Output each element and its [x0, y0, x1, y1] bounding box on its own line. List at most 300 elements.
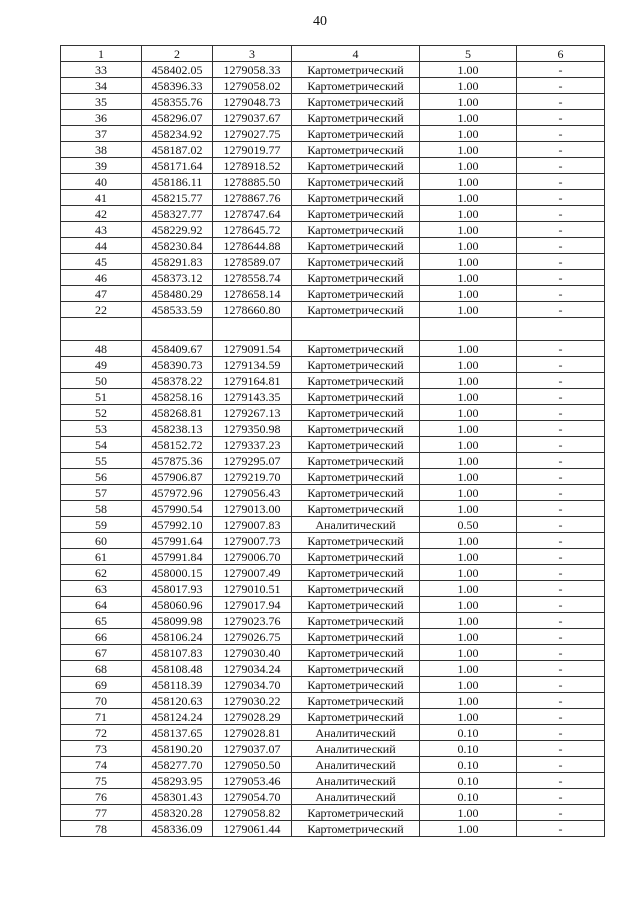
- y-coordinate-cell: 1278589.07: [213, 254, 292, 270]
- point-number-cell: 69: [61, 677, 142, 693]
- method-cell: Картометрический: [292, 469, 420, 485]
- method-cell: Картометрический: [292, 389, 420, 405]
- note-cell: -: [517, 453, 605, 469]
- accuracy-cell: 1.00: [420, 645, 517, 661]
- accuracy-cell: 1.00: [420, 613, 517, 629]
- table-row: [61, 789, 605, 805]
- x-coordinate-cell: 458000.15: [142, 565, 213, 581]
- column-header-6: 6: [517, 46, 605, 62]
- method-cell: Картометрический: [292, 286, 420, 302]
- point-number-cell: 78: [61, 821, 142, 837]
- y-coordinate-cell: 1279007.73: [213, 533, 292, 549]
- method-cell: Аналитический: [292, 773, 420, 789]
- table-row: [61, 190, 605, 206]
- x-coordinate-cell: 458277.70: [142, 757, 213, 773]
- point-number-cell: 55: [61, 453, 142, 469]
- point-number-cell: 56: [61, 469, 142, 485]
- method-cell: Картометрический: [292, 357, 420, 373]
- note-cell: -: [517, 789, 605, 805]
- method-cell: Картометрический: [292, 110, 420, 126]
- method-cell: Картометрический: [292, 533, 420, 549]
- x-coordinate-cell: 458118.39: [142, 677, 213, 693]
- accuracy-cell: 0.50: [420, 517, 517, 533]
- note-cell: -: [517, 302, 605, 318]
- table-row: [61, 517, 605, 533]
- column-header-4: 4: [292, 46, 420, 62]
- accuracy-cell: 1.00: [420, 302, 517, 318]
- y-coordinate-cell: 1279007.49: [213, 565, 292, 581]
- method-cell: Картометрический: [292, 613, 420, 629]
- point-number-cell: 37: [61, 126, 142, 142]
- table-body-group-2: [61, 341, 605, 837]
- method-cell: Картометрический: [292, 805, 420, 821]
- table-row: [61, 286, 605, 302]
- method-cell: Картометрический: [292, 190, 420, 206]
- accuracy-cell: 1.00: [420, 254, 517, 270]
- accuracy-cell: 1.00: [420, 270, 517, 286]
- accuracy-cell: 1.00: [420, 206, 517, 222]
- y-coordinate-cell: 1279058.82: [213, 805, 292, 821]
- accuracy-cell: 1.00: [420, 405, 517, 421]
- y-coordinate-cell: 1279061.44: [213, 821, 292, 837]
- point-number-cell: 44: [61, 238, 142, 254]
- accuracy-cell: 1.00: [420, 389, 517, 405]
- note-cell: -: [517, 110, 605, 126]
- point-number-cell: 40: [61, 174, 142, 190]
- table-row: [61, 421, 605, 437]
- method-cell: Картометрический: [292, 485, 420, 501]
- note-cell: -: [517, 597, 605, 613]
- table-row: [61, 453, 605, 469]
- table-row: [61, 158, 605, 174]
- note-cell: -: [517, 757, 605, 773]
- point-number-cell: 70: [61, 693, 142, 709]
- table-row: [61, 110, 605, 126]
- table-row: [61, 741, 605, 757]
- point-number-cell: 35: [61, 94, 142, 110]
- accuracy-cell: 1.00: [420, 373, 517, 389]
- method-cell: Картометрический: [292, 453, 420, 469]
- table-header-row: [61, 46, 605, 62]
- y-coordinate-cell: 1279010.51: [213, 581, 292, 597]
- point-number-cell: 51: [61, 389, 142, 405]
- note-cell: -: [517, 62, 605, 78]
- x-coordinate-cell: 458120.63: [142, 693, 213, 709]
- x-coordinate-cell: 458301.43: [142, 789, 213, 805]
- method-cell: Аналитический: [292, 757, 420, 773]
- note-cell: -: [517, 254, 605, 270]
- point-number-cell: 62: [61, 565, 142, 581]
- page-number: 40: [313, 14, 327, 29]
- accuracy-cell: 0.10: [420, 773, 517, 789]
- method-cell: Картометрический: [292, 222, 420, 238]
- accuracy-cell: 1.00: [420, 565, 517, 581]
- note-cell: -: [517, 533, 605, 549]
- x-coordinate-cell: 458268.81: [142, 405, 213, 421]
- coordinates-table-container: [60, 45, 605, 837]
- method-cell: Картометрический: [292, 677, 420, 693]
- table-row: [61, 373, 605, 389]
- table-row: [61, 565, 605, 581]
- x-coordinate-cell: 458137.65: [142, 725, 213, 741]
- point-number-cell: 66: [61, 629, 142, 645]
- method-cell: Картометрический: [292, 94, 420, 110]
- method-cell: Картометрический: [292, 254, 420, 270]
- y-coordinate-cell: 1279267.13: [213, 405, 292, 421]
- note-cell: -: [517, 437, 605, 453]
- y-coordinate-cell: 1278867.76: [213, 190, 292, 206]
- point-number-cell: 41: [61, 190, 142, 206]
- point-number-cell: 34: [61, 78, 142, 94]
- note-cell: -: [517, 821, 605, 837]
- accuracy-cell: 1.00: [420, 341, 517, 357]
- note-cell: -: [517, 661, 605, 677]
- table-body-group-1: [61, 62, 605, 318]
- method-cell: Картометрический: [292, 126, 420, 142]
- accuracy-cell: 0.10: [420, 741, 517, 757]
- blank-cell: [142, 318, 213, 341]
- note-cell: -: [517, 565, 605, 581]
- note-cell: -: [517, 158, 605, 174]
- accuracy-cell: 1.00: [420, 805, 517, 821]
- x-coordinate-cell: 458327.77: [142, 206, 213, 222]
- table-row: [61, 126, 605, 142]
- y-coordinate-cell: 1278658.14: [213, 286, 292, 302]
- note-cell: -: [517, 174, 605, 190]
- y-coordinate-cell: 1279034.24: [213, 661, 292, 677]
- x-coordinate-cell: 458171.64: [142, 158, 213, 174]
- point-number-cell: 54: [61, 437, 142, 453]
- x-coordinate-cell: 458107.83: [142, 645, 213, 661]
- y-coordinate-cell: 1278885.50: [213, 174, 292, 190]
- method-cell: Картометрический: [292, 341, 420, 357]
- note-cell: -: [517, 725, 605, 741]
- accuracy-cell: 1.00: [420, 485, 517, 501]
- y-coordinate-cell: 1279007.83: [213, 517, 292, 533]
- method-cell: Картометрический: [292, 405, 420, 421]
- note-cell: -: [517, 741, 605, 757]
- blank-cell: [420, 318, 517, 341]
- table-row: [61, 270, 605, 286]
- x-coordinate-cell: 458402.05: [142, 62, 213, 78]
- point-number-cell: 77: [61, 805, 142, 821]
- table-row: [61, 501, 605, 517]
- method-cell: Картометрический: [292, 302, 420, 318]
- method-cell: Картометрический: [292, 206, 420, 222]
- point-number-cell: 52: [61, 405, 142, 421]
- accuracy-cell: 1.00: [420, 581, 517, 597]
- y-coordinate-cell: 1279028.81: [213, 725, 292, 741]
- x-coordinate-cell: 458373.12: [142, 270, 213, 286]
- point-number-cell: 73: [61, 741, 142, 757]
- y-coordinate-cell: 1279034.70: [213, 677, 292, 693]
- accuracy-cell: 1.00: [420, 501, 517, 517]
- accuracy-cell: 1.00: [420, 469, 517, 485]
- y-coordinate-cell: 1279019.77: [213, 142, 292, 158]
- method-cell: Картометрический: [292, 501, 420, 517]
- x-coordinate-cell: 458320.28: [142, 805, 213, 821]
- method-cell: Аналитический: [292, 725, 420, 741]
- point-number-cell: 74: [61, 757, 142, 773]
- note-cell: -: [517, 469, 605, 485]
- table-row: [61, 62, 605, 78]
- note-cell: -: [517, 94, 605, 110]
- blank-row: [61, 318, 605, 341]
- x-coordinate-cell: 458296.07: [142, 110, 213, 126]
- table-row: [61, 677, 605, 693]
- x-coordinate-cell: 457992.10: [142, 517, 213, 533]
- accuracy-cell: 1.00: [420, 190, 517, 206]
- note-cell: -: [517, 270, 605, 286]
- accuracy-cell: 1.00: [420, 629, 517, 645]
- method-cell: Картометрический: [292, 373, 420, 389]
- accuracy-cell: 0.10: [420, 757, 517, 773]
- y-coordinate-cell: 1279350.98: [213, 421, 292, 437]
- x-coordinate-cell: 458238.13: [142, 421, 213, 437]
- column-header-5: 5: [420, 46, 517, 62]
- x-coordinate-cell: 458291.83: [142, 254, 213, 270]
- table-row: [61, 645, 605, 661]
- note-cell: -: [517, 126, 605, 142]
- coordinates-table: [60, 45, 605, 837]
- table-row: [61, 302, 605, 318]
- note-cell: -: [517, 286, 605, 302]
- note-cell: -: [517, 222, 605, 238]
- note-cell: -: [517, 693, 605, 709]
- note-cell: -: [517, 341, 605, 357]
- note-cell: -: [517, 238, 605, 254]
- accuracy-cell: 1.00: [420, 126, 517, 142]
- column-header-2: 2: [142, 46, 213, 62]
- method-cell: Аналитический: [292, 741, 420, 757]
- x-coordinate-cell: 457991.84: [142, 549, 213, 565]
- x-coordinate-cell: 458060.96: [142, 597, 213, 613]
- y-coordinate-cell: 1278558.74: [213, 270, 292, 286]
- blank-cell: [517, 318, 605, 341]
- table-row: [61, 206, 605, 222]
- y-coordinate-cell: 1279027.75: [213, 126, 292, 142]
- point-number-cell: 60: [61, 533, 142, 549]
- accuracy-cell: 1.00: [420, 94, 517, 110]
- method-cell: Картометрический: [292, 821, 420, 837]
- x-coordinate-cell: 458234.92: [142, 126, 213, 142]
- point-number-cell: 65: [61, 613, 142, 629]
- table-row: [61, 709, 605, 725]
- x-coordinate-cell: 458355.76: [142, 94, 213, 110]
- table-row: [61, 613, 605, 629]
- point-number-cell: 58: [61, 501, 142, 517]
- accuracy-cell: 0.10: [420, 725, 517, 741]
- point-number-cell: 47: [61, 286, 142, 302]
- y-coordinate-cell: 1278918.52: [213, 158, 292, 174]
- x-coordinate-cell: 458190.20: [142, 741, 213, 757]
- y-coordinate-cell: 1278645.72: [213, 222, 292, 238]
- table-row: [61, 222, 605, 238]
- x-coordinate-cell: 458409.67: [142, 341, 213, 357]
- accuracy-cell: 1.00: [420, 110, 517, 126]
- table-row: [61, 94, 605, 110]
- y-coordinate-cell: 1279026.75: [213, 629, 292, 645]
- note-cell: -: [517, 485, 605, 501]
- point-number-cell: 22: [61, 302, 142, 318]
- table-row: [61, 389, 605, 405]
- x-coordinate-cell: 457990.54: [142, 501, 213, 517]
- accuracy-cell: 1.00: [420, 62, 517, 78]
- y-coordinate-cell: 1279164.81: [213, 373, 292, 389]
- blank-cell: [292, 318, 420, 341]
- method-cell: Картометрический: [292, 142, 420, 158]
- accuracy-cell: 1.00: [420, 437, 517, 453]
- table-row: [61, 725, 605, 741]
- method-cell: Картометрический: [292, 597, 420, 613]
- point-number-cell: 59: [61, 517, 142, 533]
- note-cell: -: [517, 629, 605, 645]
- y-coordinate-cell: 1279048.73: [213, 94, 292, 110]
- accuracy-cell: 1.00: [420, 421, 517, 437]
- note-cell: -: [517, 405, 605, 421]
- method-cell: Аналитический: [292, 789, 420, 805]
- point-number-cell: 75: [61, 773, 142, 789]
- method-cell: Картометрический: [292, 78, 420, 94]
- y-coordinate-cell: 1278747.64: [213, 206, 292, 222]
- table-row: [61, 485, 605, 501]
- y-coordinate-cell: 1279091.54: [213, 341, 292, 357]
- x-coordinate-cell: 458124.24: [142, 709, 213, 725]
- accuracy-cell: 1.00: [420, 533, 517, 549]
- point-number-cell: 36: [61, 110, 142, 126]
- method-cell: Картометрический: [292, 270, 420, 286]
- x-coordinate-cell: 458258.16: [142, 389, 213, 405]
- y-coordinate-cell: 1279058.02: [213, 78, 292, 94]
- note-cell: -: [517, 373, 605, 389]
- x-coordinate-cell: 458293.95: [142, 773, 213, 789]
- note-cell: -: [517, 190, 605, 206]
- point-number-cell: 68: [61, 661, 142, 677]
- table-row: [61, 437, 605, 453]
- accuracy-cell: 1.00: [420, 357, 517, 373]
- point-number-cell: 76: [61, 789, 142, 805]
- accuracy-cell: 1.00: [420, 78, 517, 94]
- note-cell: -: [517, 709, 605, 725]
- x-coordinate-cell: 458230.84: [142, 238, 213, 254]
- table-separator: [61, 318, 605, 341]
- method-cell: Картометрический: [292, 709, 420, 725]
- y-coordinate-cell: 1279219.70: [213, 469, 292, 485]
- y-coordinate-cell: 1279006.70: [213, 549, 292, 565]
- x-coordinate-cell: 458017.93: [142, 581, 213, 597]
- table-row: [61, 174, 605, 190]
- table-row: [61, 142, 605, 158]
- point-number-cell: 49: [61, 357, 142, 373]
- y-coordinate-cell: 1278660.80: [213, 302, 292, 318]
- point-number-cell: 42: [61, 206, 142, 222]
- note-cell: -: [517, 142, 605, 158]
- x-coordinate-cell: 458336.09: [142, 821, 213, 837]
- accuracy-cell: 1.00: [420, 222, 517, 238]
- y-coordinate-cell: 1279023.76: [213, 613, 292, 629]
- y-coordinate-cell: 1279295.07: [213, 453, 292, 469]
- table-row: [61, 254, 605, 270]
- x-coordinate-cell: 458186.11: [142, 174, 213, 190]
- point-number-cell: 33: [61, 62, 142, 78]
- accuracy-cell: 1.00: [420, 453, 517, 469]
- y-coordinate-cell: 1279017.94: [213, 597, 292, 613]
- note-cell: -: [517, 613, 605, 629]
- accuracy-cell: 1.00: [420, 821, 517, 837]
- method-cell: Картометрический: [292, 549, 420, 565]
- x-coordinate-cell: 458187.02: [142, 142, 213, 158]
- point-number-cell: 64: [61, 597, 142, 613]
- x-coordinate-cell: 457972.96: [142, 485, 213, 501]
- note-cell: -: [517, 517, 605, 533]
- point-number-cell: 53: [61, 421, 142, 437]
- table-row: [61, 661, 605, 677]
- table-row: [61, 549, 605, 565]
- method-cell: Картометрический: [292, 421, 420, 437]
- note-cell: -: [517, 645, 605, 661]
- table-row: [61, 773, 605, 789]
- y-coordinate-cell: 1279030.22: [213, 693, 292, 709]
- column-header-1: 1: [61, 46, 142, 62]
- accuracy-cell: 1.00: [420, 677, 517, 693]
- table-row: [61, 357, 605, 373]
- method-cell: Картометрический: [292, 238, 420, 254]
- method-cell: Аналитический: [292, 517, 420, 533]
- table-row: [61, 469, 605, 485]
- column-header-3: 3: [213, 46, 292, 62]
- table-row: [61, 405, 605, 421]
- x-coordinate-cell: 458378.22: [142, 373, 213, 389]
- accuracy-cell: 1.00: [420, 549, 517, 565]
- note-cell: -: [517, 78, 605, 94]
- point-number-cell: 61: [61, 549, 142, 565]
- point-number-cell: 71: [61, 709, 142, 725]
- blank-cell: [61, 318, 142, 341]
- point-number-cell: 45: [61, 254, 142, 270]
- table-row: [61, 757, 605, 773]
- note-cell: -: [517, 677, 605, 693]
- accuracy-cell: 1.00: [420, 709, 517, 725]
- note-cell: -: [517, 581, 605, 597]
- note-cell: -: [517, 357, 605, 373]
- note-cell: -: [517, 389, 605, 405]
- blank-cell: [213, 318, 292, 341]
- method-cell: Картометрический: [292, 645, 420, 661]
- point-number-cell: 48: [61, 341, 142, 357]
- point-number-cell: 63: [61, 581, 142, 597]
- method-cell: Картометрический: [292, 581, 420, 597]
- y-coordinate-cell: 1279013.00: [213, 501, 292, 517]
- y-coordinate-cell: 1279028.29: [213, 709, 292, 725]
- note-cell: -: [517, 549, 605, 565]
- method-cell: Картометрический: [292, 629, 420, 645]
- accuracy-cell: 1.00: [420, 142, 517, 158]
- note-cell: -: [517, 805, 605, 821]
- point-number-cell: 39: [61, 158, 142, 174]
- accuracy-cell: 0.10: [420, 789, 517, 805]
- method-cell: Картометрический: [292, 437, 420, 453]
- note-cell: -: [517, 501, 605, 517]
- y-coordinate-cell: 1279143.35: [213, 389, 292, 405]
- x-coordinate-cell: 457906.87: [142, 469, 213, 485]
- y-coordinate-cell: 1279058.33: [213, 62, 292, 78]
- point-number-cell: 43: [61, 222, 142, 238]
- x-coordinate-cell: 457991.64: [142, 533, 213, 549]
- accuracy-cell: 1.00: [420, 597, 517, 613]
- table-row: [61, 805, 605, 821]
- point-number-cell: 38: [61, 142, 142, 158]
- y-coordinate-cell: 1279037.67: [213, 110, 292, 126]
